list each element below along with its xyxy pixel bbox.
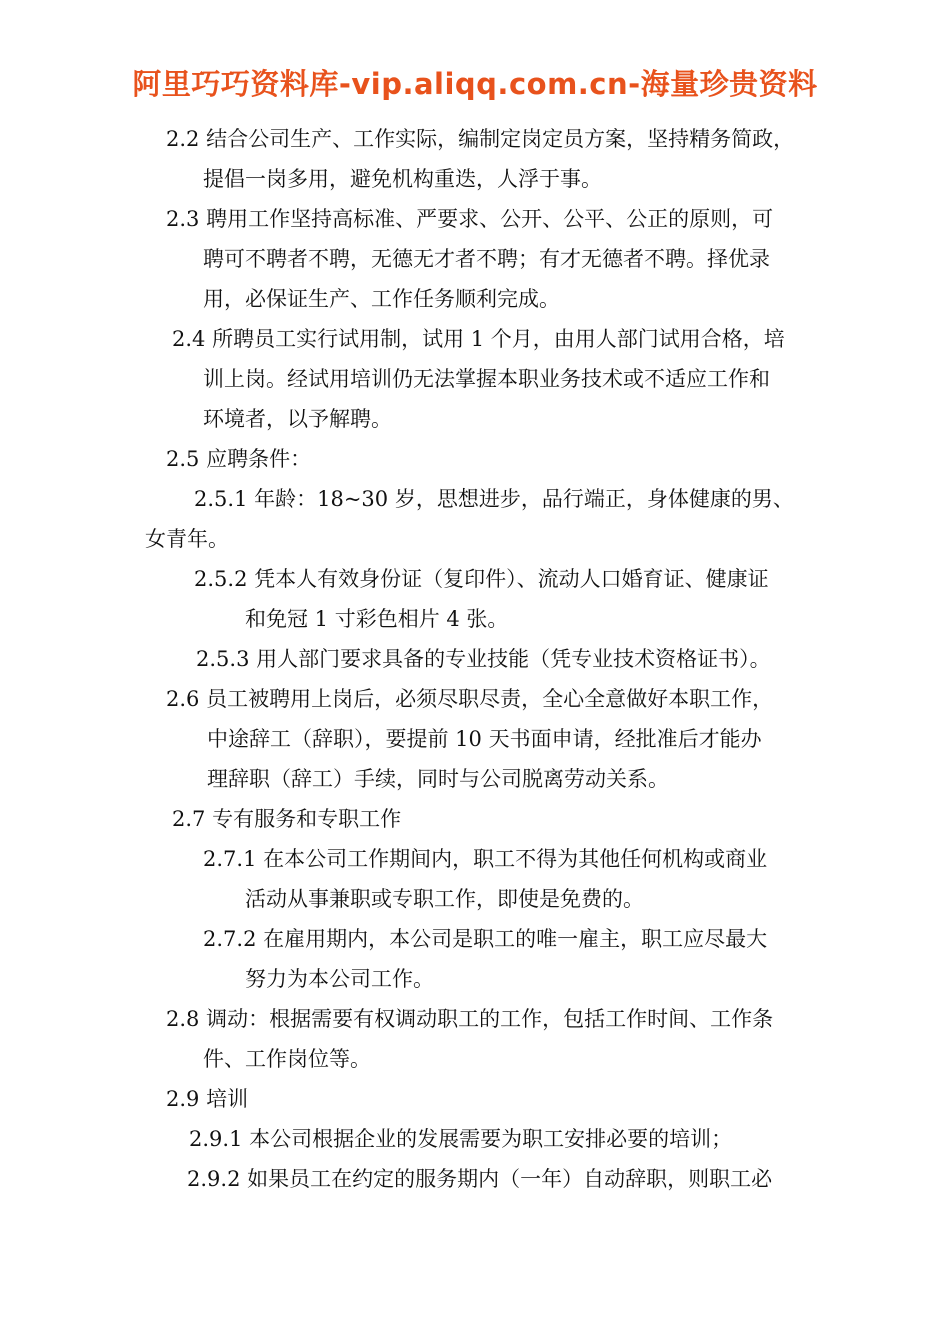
item-2-5-1: 2.5.1 年龄：18~30 岁，思想进步，品行端正，身体健康的男、 [194,487,794,511]
paragraph-2-3-cont: 用，必保证生产、工作任务顺利完成。 [203,287,560,311]
item-2-7-1-cont: 活动从事兼职或专职工作，即使是免费的。 [245,887,644,911]
item-2-5-2: 2.5.2 凭本人有效身份证（复印件）、流动人口婚育证、健康证 [194,567,769,591]
item-2-9-1: 2.9.1 本公司根据企业的发展需要为职工安排必要的培训； [189,1127,733,1151]
item-2-7-2: 2.7.2 在雇用期内，本公司是职工的唯一雇主，职工应尽最大 [203,927,768,951]
item-2-9-2: 2.9.2 如果员工在约定的服务期内（一年）自动辞职，则职工必 [187,1167,773,1191]
item-2-5-3: 2.5.3 用人部门要求具备的专业技能（凭专业技术资格证书）。 [196,647,771,671]
paragraph-2-2-cont: 提倡一岗多用，避免机构重迭，人浮于事。 [203,167,602,191]
paragraph-2-4-cont: 环境者，以予解聘。 [203,407,392,431]
item-2-5-2-cont: 和免冠 1 寸彩色相片 4 张。 [245,607,509,631]
paragraph-2-2: 2.2 结合公司生产、工作实际，编制定岗定员方案，坚持精务简政， [166,127,795,151]
item-2-5-1-cont: 女青年。 [145,527,229,551]
paragraph-2-3: 2.3 聘用工作坚持高标准、严要求、公开、公平、公正的原则，可 [166,207,774,231]
heading-2-5: 2.5 应聘条件： [166,447,312,471]
heading-2-7: 2.7 专有服务和专职工作 [172,807,402,831]
item-2-7-2-cont: 努力为本公司工作。 [245,967,434,991]
paragraph-2-3-cont: 聘可不聘者不聘，无德无才者不聘；有才无德者不聘。择优录 [203,247,770,271]
paragraph-2-4: 2.4 所聘员工实行试用制，试用 1 个月，由用人部门试用合格，培 [172,327,785,351]
paragraph-2-8: 2.8 调动：根据需要有权调动职工的工作，包括工作时间、工作条 [166,1007,774,1031]
heading-2-9: 2.9 培训 [166,1087,249,1111]
paragraph-2-6: 2.6 员工被聘用上岗后，必须尽职尽责，全心全意做好本职工作， [166,687,774,711]
watermark-banner: 阿里巧巧资料库-vip.aliqq.com.cn-海量珍贵资料 [132,67,818,101]
paragraph-2-6-cont: 理辞职（辞工）手续，同时与公司脱离劳动关系。 [207,767,669,791]
item-2-7-1: 2.7.1 在本公司工作期间内，职工不得为其他任何机构或商业 [203,847,768,871]
paragraph-2-8-cont: 件、工作岗位等。 [203,1047,371,1071]
paragraph-2-4-cont: 训上岗。经试用培训仍无法掌握本职业务技术或不适应工作和 [203,367,770,391]
paragraph-2-6-cont: 中途辞工（辞职），要提前 10 天书面申请，经批准后才能办 [207,727,762,751]
